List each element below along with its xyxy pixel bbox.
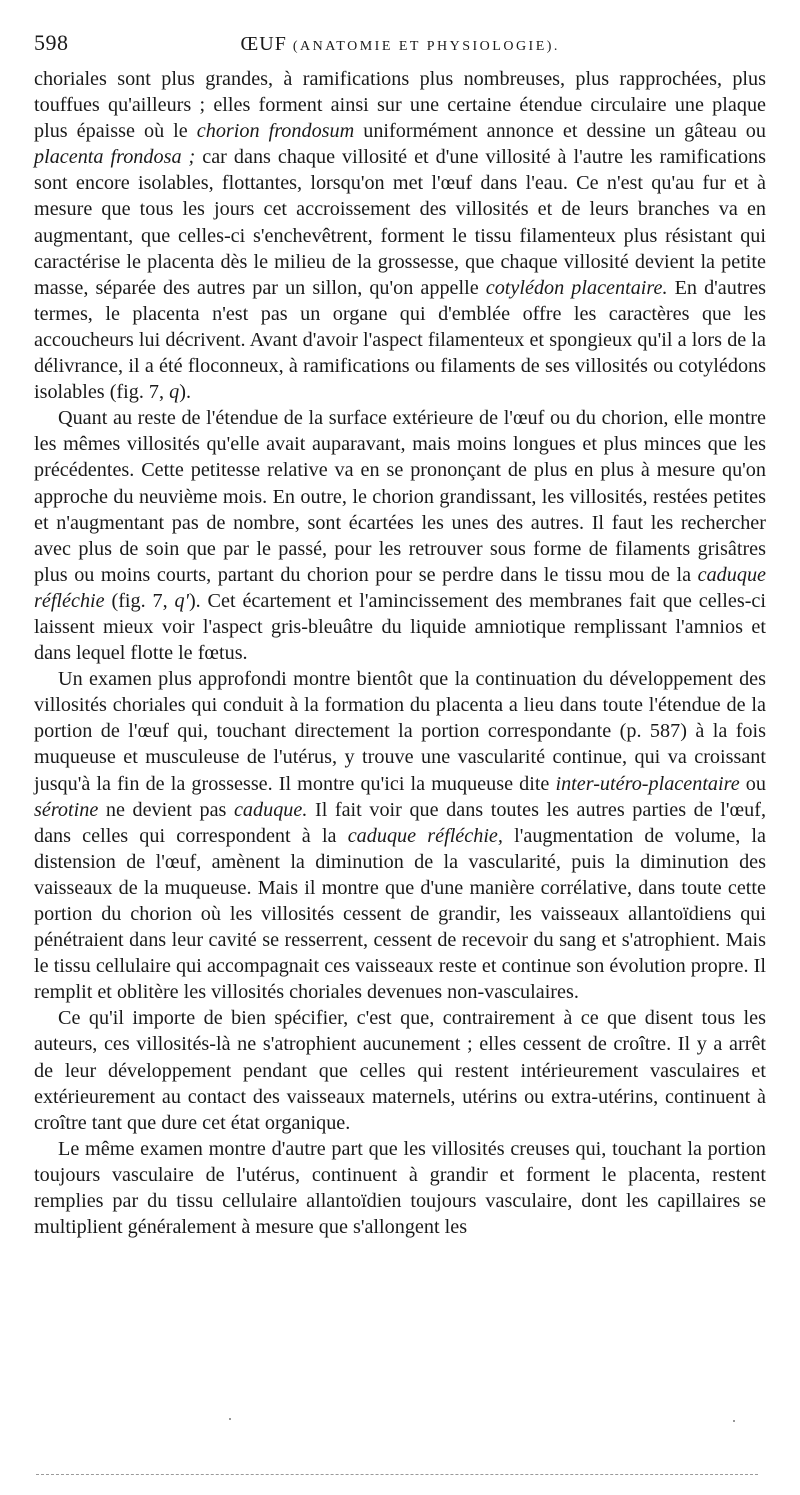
italic-term: q xyxy=(169,381,180,404)
text-run: Un examen plus approfondi montre bientôt que la continuation du développement des villosités choriales qui conduit à la formation du placenta a lieu dans toute l'étendue de la portion de l'œuf qui, touchant directement la portion correspondante (p. 587) à la fois muqueuse et musculeuse de l'utérus, y trouve une vascularité continue, qui va croissant jusqu'à la fin de la grossesse. Il montre qu'ici la muqueuse dite xyxy=(34,668,766,795)
paragraph-5 xyxy=(34,1136,766,1240)
italic-term: caduque réfléchie xyxy=(34,563,766,612)
text-run: uniformément annonce et dessine un gâteau ou xyxy=(354,120,766,143)
italic-term: sérotine xyxy=(34,798,99,821)
text-run: ). Cet écartement et l'amincissement des membranes fait que celles-ci laissent mieux voir l'aspect gris-bleuâtre du liquide amniotique remplissant l'amnios et dans lequel flotte le fœtus. xyxy=(34,589,766,665)
paragraph-4 xyxy=(34,1005,766,1135)
print-speck xyxy=(229,1418,231,1420)
page-body xyxy=(34,66,766,1240)
paragraph-1 xyxy=(34,66,766,405)
print-speck xyxy=(733,1420,735,1422)
page-number: 598 xyxy=(34,30,69,55)
text-run: car dans chaque villosité et d'une villosité à l'autre les ramifications sont encore isolables, flottantes, lorsqu'on met l'œuf dans l'eau. Ce n'est qu'au fur et à mesure que tous les jours cet accroissement des villosités et de leurs branches va en augmentant, que celles-ci s'enchevêtrent, forment le tissu filamenteux plus résistant qui caractérise le placenta dès le milieu de la grossesse, que chaque villosité devient la petite masse, séparée des autres par un sillon, qu'on appelle xyxy=(34,146,766,299)
italic-term: cotylédon placentaire. xyxy=(485,276,668,299)
italic-term: chorion frondosum xyxy=(196,120,355,143)
page-header xyxy=(34,30,766,60)
text-run: Il fait voir que dans toutes les autres parties de l'œuf, dans celles qui correspondent à la xyxy=(34,798,766,847)
text-run: Le même examen montre d'autre part que les villosités creuses qui, touchant la portion toujours vasculaire de l'utérus, continuent à grandir et forment le placenta, restent remplies par du tissu cellulaire allantoïdien toujours vasculaire, dont les capillaires se multiplient généralement à mesure que s'allongent les xyxy=(34,1137,766,1239)
text-run: Quant au reste de l'étendue de la surface extérieure de l'œuf ou du chorion, elle montre les mêmes villosités qu'elle avait auparavant, mais moins longues et plus minces que les précédentes. Cette petitesse relative va en se prononçant de plus en plus à mesure qu'on approche du neuvième mois. En outre, le chorion grandissant, les villosités, restées petites et n'augmentant pas de nombre, sont écartées les unes des autres. Il faut les rechercher avec plus de soin que par le passé, pour les retrouver sous forme de filaments grisâtres plus ou moins courts, partant du chorion pour se perdre dans le tissu mou de la xyxy=(34,407,766,586)
paragraph-2 xyxy=(34,405,766,666)
italic-term: q' xyxy=(174,589,189,612)
text-run: ne devient pas xyxy=(98,798,234,821)
italic-term: caduque réfléchie, xyxy=(347,824,503,847)
text-run: Ce qu'il importe de bien spécifier, c'est que, contrairement à ce que disent tous les auteurs, ces villosités-là ne s'atrophient aucunement ; elles cessent de croître. Il y a arrêt de leur développement pendant que celles qui restent intérieurement vasculaires et extérieurement au contact des vaisseaux maternels, utérins ou extra-utérins, continuent à croître tant que dure cet état organique. xyxy=(34,1007,766,1134)
text-run: (fig. 7, xyxy=(104,589,175,612)
running-title-main: ŒUF xyxy=(240,33,287,55)
italic-term: placenta frondosa ; xyxy=(34,146,196,169)
running-title-sub: (ANATOMIE ET PHYSIOLOGIE). xyxy=(292,39,560,54)
text-run: choriales sont plus grandes, à ramifications plus nombreuses, plus rapprochées, plus touffues qu'ailleurs ; elles forment ainsi sur une certaine étendue circulaire une plaque plus épaisse où le xyxy=(34,68,766,143)
italic-term: inter-utéro-placentaire xyxy=(555,772,740,795)
bottom-rule xyxy=(36,1474,758,1475)
paragraph-3 xyxy=(34,666,766,1005)
italic-term: caduque. xyxy=(233,798,308,821)
text-run: ). xyxy=(179,381,191,404)
running-title xyxy=(241,33,560,56)
text-run: l'augmentation de volume, la distension de l'œuf, amènent la diminution de la vascularité, puis la diminution des vaisseaux de la muqueuse. Mais il montre que d'une manière corrélative, dans toute cette portion du chorion où les villosités cessent de grandir, les vaisseaux allantoïdiens qui pénétraient dans leur cavité se resserrent, cessent de recevoir du sang et s'atrophient. Mais le tissu cellulaire qui accompagnait ces vaisseaux reste et continue son évolution propre. Il remplit et oblitère les villosités choriales devenues non-vasculaires. xyxy=(34,824,766,1004)
text-run: ou xyxy=(739,772,766,795)
text-run: En d'autres termes, le placenta n'est pas un organe qui d'emblée offre les caractères que les accoucheurs lui décrivent. Avant d'avoir l'aspect filamenteux et spongieux qu'il a lors de la délivrance, il a été floconneux, à ramifications ou filaments de ses villosités ou cotylédons isolables (fig. 7, xyxy=(34,276,767,404)
